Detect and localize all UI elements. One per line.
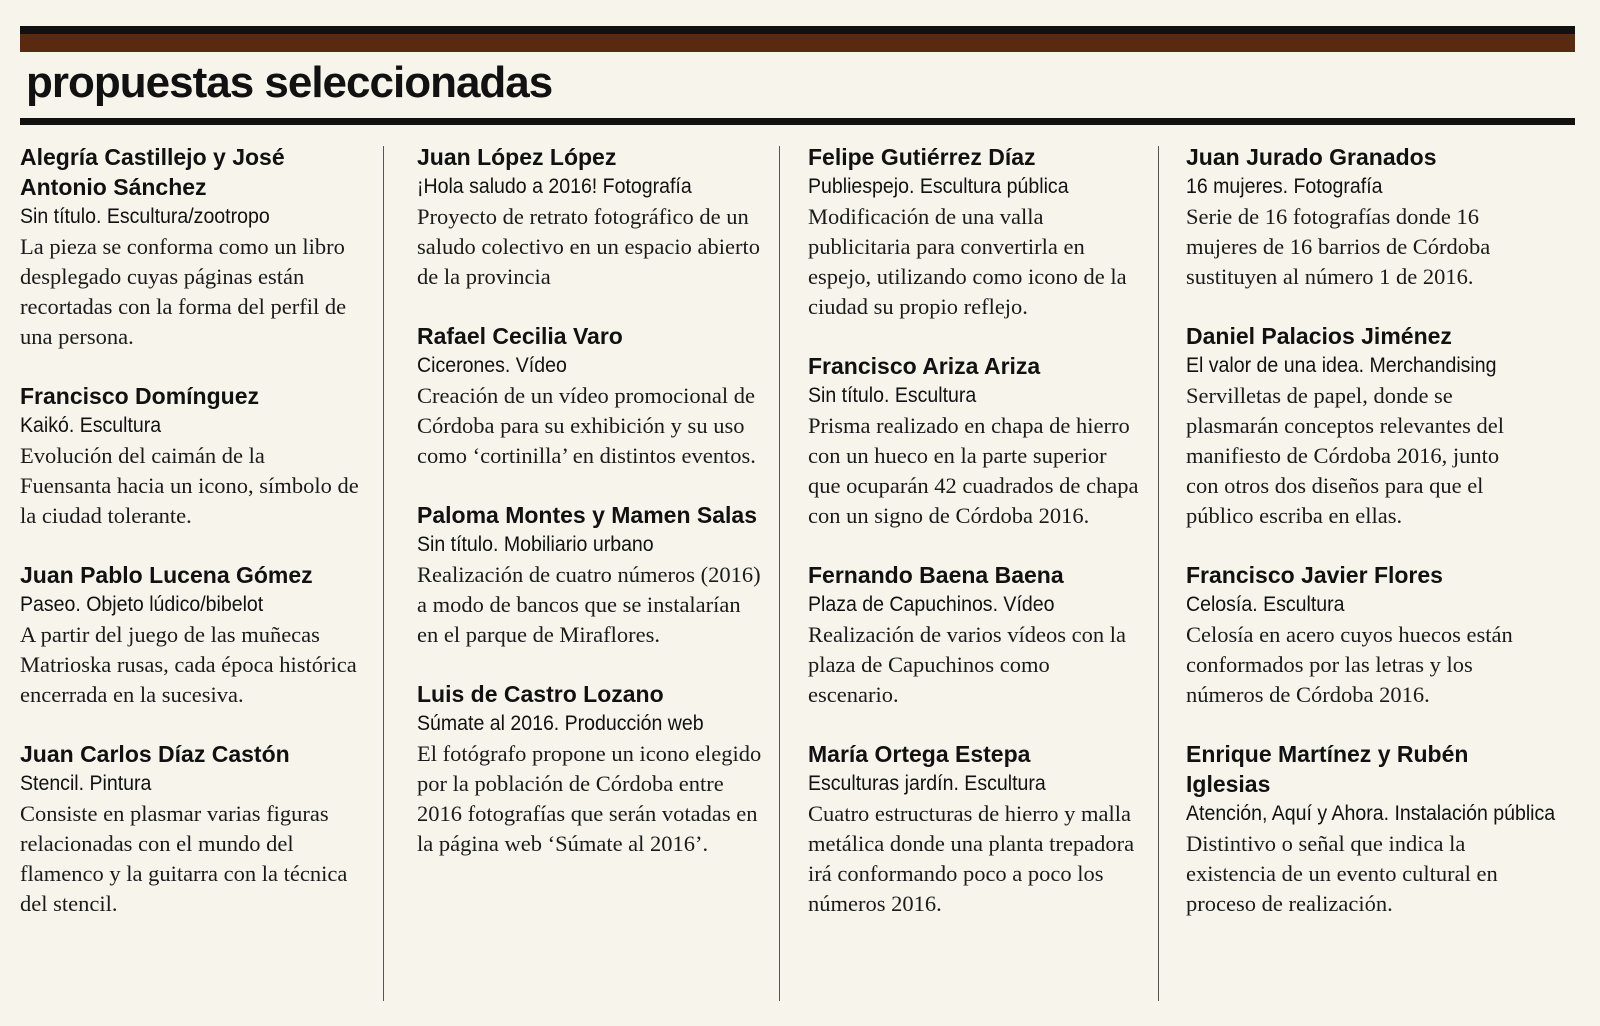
proposal-entry [1186,560,1536,710]
proposal-author: Enrique Martínez y Rubén Iglesias [1186,741,1469,797]
proposal-work: ¡Hola saludo a 2016! Fotografía [417,175,692,198]
proposal-work: Stencil. Pintura [20,772,152,795]
proposal-description: El fotógrafo propone un icono elegido por la población de Córdoba entre 2016 fotografías que serán votadas en la página web ‘Súmate al 2016’. [417,741,762,856]
proposal-author: Alegría Castillejo y José Antonio Sánchez [20,144,285,200]
header-color-bar [20,26,1575,52]
proposal-work: Celosía. Escultura [1186,593,1345,616]
proposal-author: Juan López López [417,144,617,170]
column-3 [808,142,1143,948]
proposal-description: Realización de cuatro números (2016) a modo de bancos que se instalarían en el parque de Miraflores. [417,562,761,647]
proposal-description: Consiste en plasmar varias figuras relacionadas con el mundo del flamenco y la guitarra con la técnica del stencil. [20,801,348,916]
proposal-work: El valor de una idea. Merchandising [1186,354,1497,377]
proposal-description: Proyecto de retrato fotográfico de un saludo colectivo en un espacio abierto de la provincia [417,204,761,289]
proposal-entry [1186,142,1536,292]
proposal-entry [808,142,1143,322]
proposal-author: Fernando Baena Baena [808,562,1064,588]
proposal-author: Paloma Montes y Mamen Salas [417,502,758,528]
proposal-author: Francisco Domínguez [20,383,259,409]
proposal-entry [417,321,762,471]
proposal-author: María Ortega Estepa [808,741,1031,767]
proposal-description: Realización de varios vídeos con la plaza de Capuchinos como escenario. [808,622,1127,707]
column-divider [779,146,780,1001]
proposal-author: Luis de Castro Lozano [417,681,664,707]
proposal-description: Prisma realizado en chapa de hierro con un hueco en la parte superior que ocuparán 42 cuadrados de chapa con un signo de Córdoba 2016. [808,413,1139,528]
column-2 [417,142,762,888]
column-divider [383,146,384,1001]
proposal-author: Juan Jurado Granados [1186,144,1437,170]
proposal-work: Kaikó. Escultura [20,414,162,437]
proposal-work: Súmate al 2016. Producción web [417,712,704,735]
proposal-description: Modificación de una valla publicitaria para convertirla en espejo, utilizando como icono de la ciudad su propio reflejo. [808,204,1127,319]
proposal-author: Rafael Cecilia Varo [417,323,623,349]
proposal-entry [20,142,360,352]
proposal-entry [1186,739,1556,919]
proposal-author: Felipe Gutiérrez Díaz [808,144,1036,170]
proposal-description: Servilletas de papel, donde se plasmarán conceptos relevantes del manifiesto de Córdoba 2016, junto con otros dos diseños para que el público escriba en ellas. [1186,383,1504,528]
proposal-description: A partir del juego de las muñecas Matrioska rusas, cada época histórica encerrada en la sucesiva. [20,622,357,707]
proposal-entry [417,142,762,292]
column-1 [20,142,360,948]
section-headline: propuestas seleccionadas [26,58,553,107]
proposal-description: Serie de 16 fotografías donde 16 mujeres de 16 barrios de Córdoba sustituyen al número 1 de 2016. [1186,204,1491,289]
proposal-work: Sin título. Escultura [808,384,977,407]
proposal-work: Sin título. Escultura/zootropo [20,205,270,228]
proposal-work: Sin título. Mobiliario urbano [417,533,654,556]
proposal-entry [808,351,1143,531]
proposal-entry [20,381,360,531]
proposal-description: Celosía en acero cuyos huecos están conformados por las letras y los números de Córdoba 2016. [1186,622,1513,707]
proposal-entry [808,739,1143,919]
column-4 [1186,142,1556,948]
proposal-work: Esculturas jardín. Escultura [808,772,1046,795]
proposal-work: Cicerones. Vídeo [417,354,567,377]
proposal-description: La pieza se conforma como un libro desplegado cuyas páginas están recortadas con la forma del perfil de una persona. [20,234,347,349]
proposal-entry [20,560,360,710]
proposal-work: Plaza de Capuchinos. Vídeo [808,593,1055,616]
proposal-description: Cuatro estructuras de hierro y malla metálica donde una planta trepadora irá conformando poco a poco los números 2016. [808,801,1135,916]
proposal-work: Atención, Aquí y Ahora. Instalación pública [1186,802,1556,825]
proposal-author: Daniel Palacios Jiménez [1186,323,1452,349]
proposal-author: Francisco Ariza Ariza [808,353,1041,379]
column-divider [1158,146,1159,1001]
proposal-entry [1186,321,1536,531]
proposal-entry [417,500,762,650]
proposal-work: 16 mujeres. Fotografía [1186,175,1383,198]
proposal-author: Francisco Javier Flores [1186,562,1443,588]
headline-rule [20,118,1575,125]
proposal-description: Distintivo o señal que indica la existencia de un evento cultural en proceso de realización. [1186,831,1498,916]
proposal-entry [417,679,762,859]
proposal-author: Juan Carlos Díaz Castón [20,741,290,767]
proposal-entry [808,560,1143,710]
proposal-description: Creación de un vídeo promocional de Córdoba para su exhibición y su uso como ‘cortinilla’ en distintos eventos. [417,383,756,468]
proposal-entry [20,739,360,919]
proposal-description: Evolución del caimán de la Fuensanta hacia un icono, símbolo de la ciudad tolerante. [20,443,359,528]
proposal-work: Publiespejo. Escultura pública [808,175,1069,198]
proposal-work: Paseo. Objeto lúdico/bibelot [20,593,264,616]
proposal-author: Juan Pablo Lucena Gómez [20,562,313,588]
